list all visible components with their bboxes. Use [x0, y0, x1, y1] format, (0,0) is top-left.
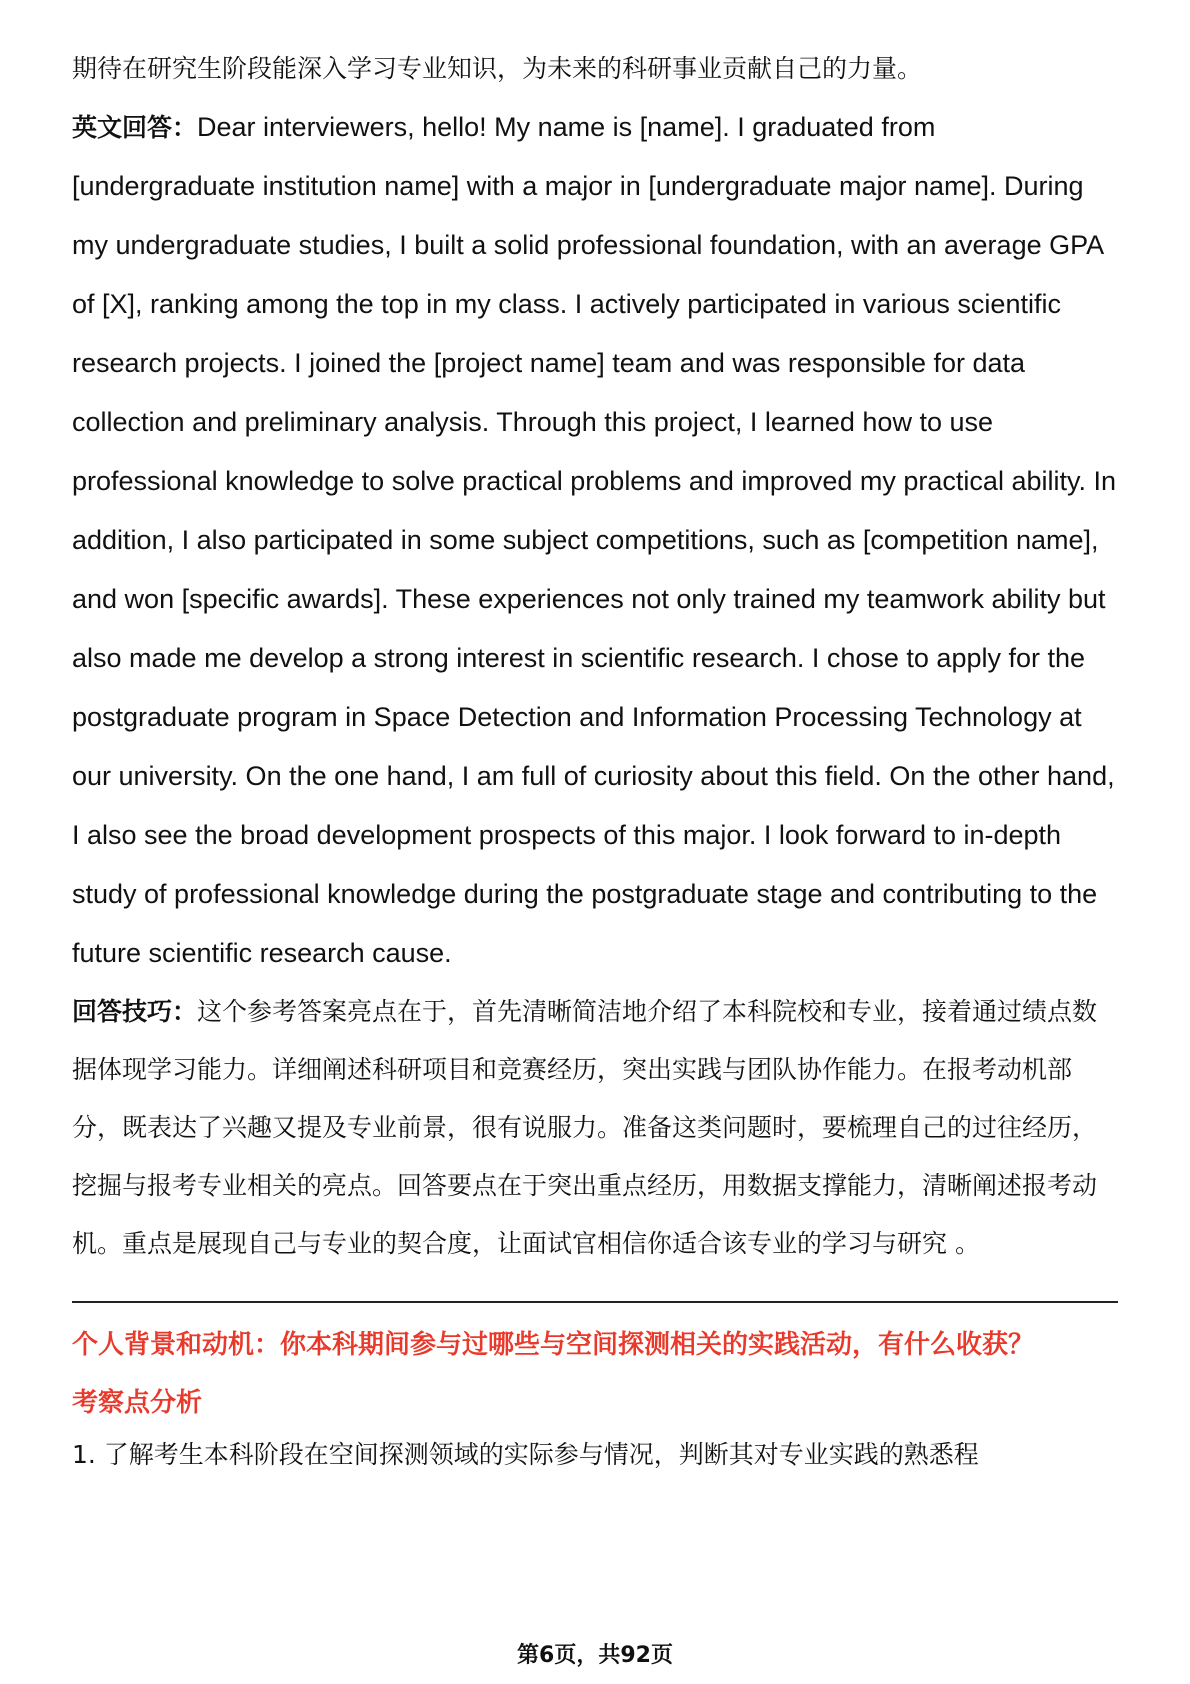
tips-paragraph: [72, 983, 1118, 1273]
analysis-list: [72, 1431, 1118, 1479]
english-answer-text: Dear interviewers, hello! My name is [name]. I graduated from [undergraduate institution name] with a major in [undergraduate major name]. During my undergraduate studies, I built a solid professional foundation, with an average GPA of [X], ranking among the top in my class. I actively participated in various scientific research projects. I joined the [project name] team and was responsible for data collection and preliminary analysis. Through this project, I learned how to use professional knowledge to solve practical problems and improved my practical ability. In addition, I also participated in some subject competitions, such as [competition name], and won [specific awards]. These experiences not only trained my teamwork ability but also made me develop a strong interest in scientific research. I chose to apply for the postgraduate program in Space Detection and Information Processing Technology at our university. On the one hand, I am full of curiosity about this field. On the other hand, I also see the broad development prospects of this major. I look forward to in-depth study of professional knowledge during the postgraduate stage and contributing to the future scientific research cause.: [72, 112, 1116, 968]
section-divider: [72, 1301, 1118, 1303]
document-page: [72, 40, 1118, 1479]
page-footer: 第6页，共92页: [517, 1643, 673, 1668]
english-answer-label: 英文回答：: [72, 113, 198, 142]
analysis-item: 1. 了解考生本科阶段在空间探测领域的实际参与情况，判断其对专业实践的熟悉程: [72, 1440, 979, 1469]
question-heading: 个人背景和动机：你本科期间参与过哪些与空间探测相关的实践活动，有什么收获？: [72, 1330, 1035, 1360]
intro-tail-paragraph: 期待在研究生阶段能深入学习专业知识，为未来的科研事业贡献自己的力量。: [72, 54, 923, 83]
analysis-heading: 考察点分析: [72, 1388, 203, 1418]
tips-text: 这个参考答案亮点在于，首先清晰简洁地介绍了本科院校和专业，接着通过绩点数据体现学习能力。详细阐述科研项目和竞赛经历，突出实践与团队协作能力。在报考动机部分，既表达了兴趣又提及专业前景，很有说服力。准备这类问题时，要梳理自己的过往经历，挖掘与报考专业相关的亮点。回答要点在于突出重点经历，用数据支撑能力，清晰阐述报考动机。重点是展现自己与专业的契合度，让面试官相信你适合该专业的学习与研究 。: [72, 997, 1098, 1258]
english-answer-paragraph: [72, 98, 1118, 983]
tips-label: 回答技巧：: [72, 997, 198, 1026]
